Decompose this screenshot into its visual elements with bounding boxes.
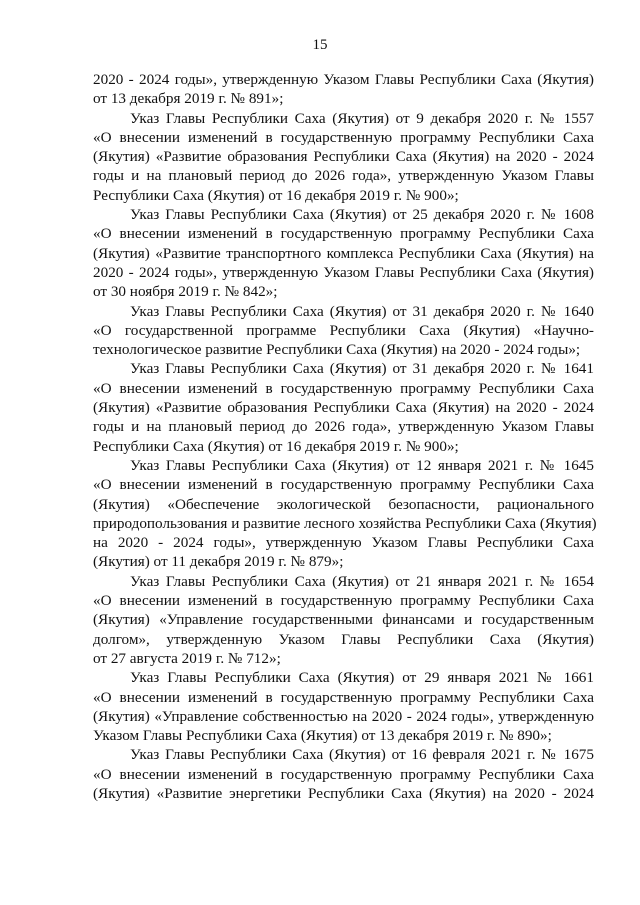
- decree-paragraph: [93, 668, 594, 745]
- text-line: Указ Главы Республики Саха (Якутия) от 16 февраля 2021 г. № 1675: [130, 746, 594, 764]
- text-line: (Якутия) «Развитие транспортного комплекса Республики Саха (Якутия) на: [93, 244, 594, 262]
- text-line: «О внесении изменений в государственную программу Республики Саха: [93, 476, 594, 494]
- text-line: «О государственной программе Республики Саха (Якутия) «Научно-: [93, 321, 594, 339]
- decree-paragraph: [93, 572, 594, 668]
- decree-paragraph: [93, 302, 594, 360]
- decree-paragraph: [93, 745, 594, 803]
- text-line: «О внесении изменений в государственную программу Республики Саха: [93, 128, 594, 146]
- decree-paragraph: [93, 70, 594, 109]
- text-line: годы и на плановый период до 2026 года», утвержденную Указом Главы: [93, 418, 594, 436]
- text-line: Указ Главы Республики Саха (Якутия) от 31 декабря 2020 г. № 1641: [130, 360, 594, 378]
- text-line: (Якутия) «Развитие энергетики Республики Саха (Якутия) на 2020 - 2024: [93, 784, 594, 802]
- text-line: природопользования и развитие лесного хозяйства Республики Саха (Якутия): [93, 514, 597, 532]
- text-line: Указ Главы Республики Саха (Якутия) от 21 января 2021 г. № 1654: [130, 572, 594, 590]
- text-line: «О внесении изменений в государственную программу Республики Саха: [93, 765, 594, 783]
- text-line: Указ Главы Республики Саха (Якутия) от 25 декабря 2020 г. № 1608: [130, 206, 594, 224]
- decree-paragraph: [93, 109, 594, 205]
- text-line: (Якутия) «Развитие образования Республики Саха (Якутия) на 2020 - 2024: [93, 399, 594, 417]
- text-line: «О внесении изменений в государственную программу Республики Саха: [93, 379, 594, 397]
- text-line: 2020 - 2024 годы», утвержденную Указом Главы Республики Саха (Якутия): [93, 263, 594, 281]
- text-line: Указ Главы Республики Саха (Якутия) от 9 декабря 2020 г. № 1557: [130, 109, 594, 127]
- text-line: Указом Главы Республики Саха (Якутия) от 13 декабря 2019 г. № 890»;: [93, 727, 552, 745]
- text-line: «О внесении изменений в государственную программу Республики Саха: [93, 225, 594, 243]
- text-line: на 2020 - 2024 годы», утвержденную Указом Главы Республики Саха: [93, 534, 594, 552]
- text-line: (Якутия) «Обеспечение экологической безопасности, рационального: [93, 495, 594, 513]
- text-line: годы и на плановый период до 2026 года», утвержденную Указом Главы: [93, 167, 594, 185]
- text-line: Указ Главы Республики Саха (Якутия) от 31 декабря 2020 г. № 1640: [130, 302, 594, 320]
- text-line: от 13 декабря 2019 г. № 891»;: [93, 90, 284, 108]
- decree-paragraph: [93, 205, 594, 301]
- text-line: технологическое развитие Республики Саха (Якутия) на 2020 - 2024 годы»;: [93, 341, 581, 359]
- text-line: от 27 августа 2019 г. № 712»;: [93, 649, 281, 667]
- text-line: Указ Главы Республики Саха (Якутия) от 29 января 2021 № 1661: [130, 669, 594, 687]
- text-line: Республики Саха (Якутия) от 16 декабря 2019 г. № 900»;: [93, 186, 459, 204]
- decree-paragraph: [93, 359, 594, 455]
- text-line: долгом», утвержденную Указом Главы Республики Саха (Якутия): [93, 630, 594, 648]
- text-line: «О внесении изменений в государственную программу Республики Саха: [93, 592, 594, 610]
- text-line: Республики Саха (Якутия) от 16 декабря 2019 г. № 900»;: [93, 437, 459, 455]
- text-line: (Якутия) «Управление собственностью на 2020 - 2024 годы», утвержденную: [93, 707, 594, 725]
- text-line: от 30 ноября 2019 г. № 842»;: [93, 283, 278, 301]
- text-line: Указ Главы Республики Саха (Якутия) от 12 января 2021 г. № 1645: [130, 456, 594, 474]
- page-number: 15: [312, 37, 328, 53]
- decree-paragraph: [93, 456, 597, 572]
- text-line: «О внесении изменений в государственную программу Республики Саха: [93, 688, 594, 706]
- text-line: (Якутия) «Развитие образования Республики Саха (Якутия) на 2020 - 2024: [93, 148, 594, 166]
- text-line: (Якутия) «Управление государственными финансами и государственным: [93, 611, 594, 629]
- text-line: (Якутия) от 11 декабря 2019 г. № 879»;: [93, 553, 344, 571]
- document-body: [93, 70, 597, 803]
- text-line: 2020 - 2024 годы», утвержденную Указом Главы Республики Саха (Якутия): [93, 71, 594, 88]
